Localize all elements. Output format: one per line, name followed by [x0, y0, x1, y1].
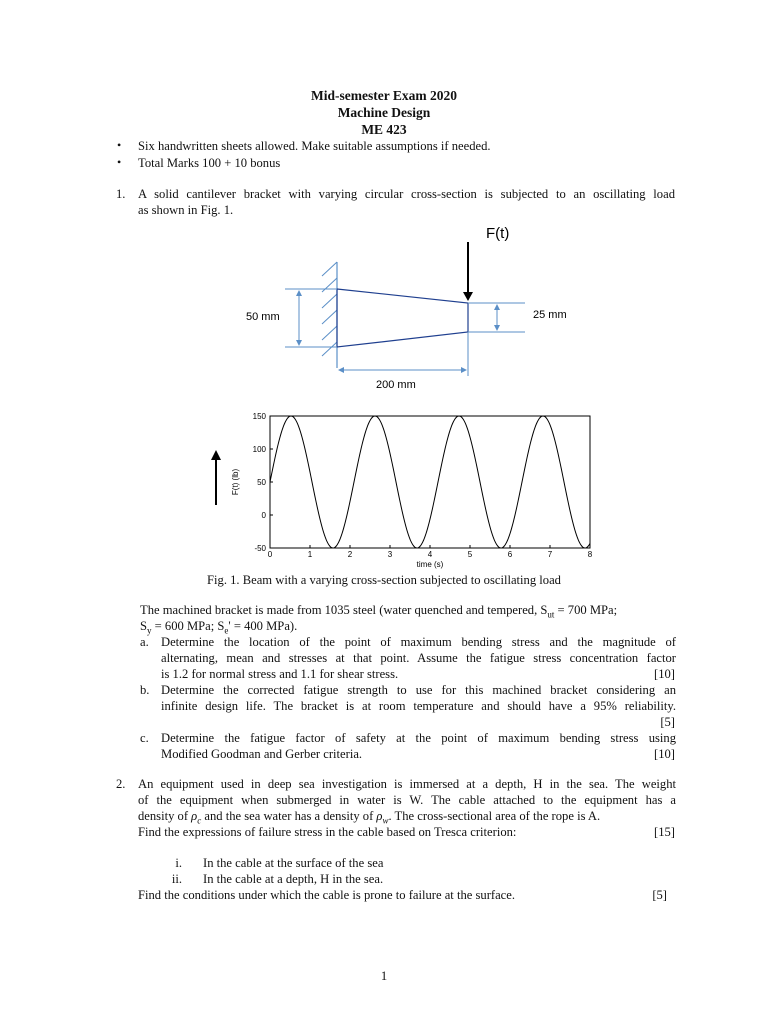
bullet-icon: •	[117, 138, 122, 152]
sy-subscript: y	[147, 625, 152, 636]
figure-caption: Fig. 1. Beam with a varying cross-section subjected to oscillating load	[207, 573, 561, 587]
exam-title: Mid-semester Exam 2020	[311, 88, 457, 103]
q2-number: 2.	[116, 777, 126, 791]
sy-symbol: S	[140, 619, 148, 633]
q2-line4-marks: [15]	[654, 825, 675, 839]
q2-line4: Find the expressions of failure stress in the cable based on Tresca criterion:	[138, 825, 517, 839]
rho-w-subscript: w	[382, 815, 389, 826]
length-dimension	[339, 332, 468, 376]
y-tick-label: 100	[252, 445, 266, 454]
part-a-label: a.	[140, 635, 149, 649]
force-curve	[270, 416, 590, 548]
part-a-line2: alternating, mean and stresses at that point. Assume the fatigue stress concentration factor	[161, 651, 676, 665]
length-dim-label: 200 mm	[376, 379, 416, 391]
q2-line3-b: and the sea water has a density of	[201, 809, 377, 823]
x-tick-label: 3	[387, 550, 393, 559]
material-text-2: = 600 MPa; S	[151, 619, 225, 633]
course-name: Machine Design	[337, 105, 431, 120]
force-arrowhead	[463, 292, 473, 301]
y-tick-label: 0	[261, 511, 266, 520]
se-subscript: e	[224, 625, 229, 636]
q1-line1: A solid cantilever bracket with varying circular cross-section is subjected to an oscillating load	[138, 187, 675, 201]
course-code: ME 423	[361, 122, 407, 137]
instruction-1: Six handwritten sheets allowed. Make suitable assumptions if needed.	[138, 139, 491, 153]
q2-line3-a: density of	[138, 809, 192, 823]
q2-line3-c: . The cross-sectional area of the rope is A.	[388, 809, 601, 823]
part-b-line2: infinite design life. The bracket is at room temperature and should have a 95% reliability.	[161, 699, 676, 713]
wall-hatch	[322, 262, 337, 356]
x-tick-label: 6	[507, 550, 513, 559]
sut-subscript: ut	[547, 609, 555, 620]
x-axis-label: time (s)	[416, 560, 444, 569]
bracket-diagram	[0, 0, 768, 400]
material-text-end: = 700 MPa;	[554, 603, 618, 617]
q2-line1: An equipment used in deep sea investigation is immersed at a depth, H in the sea. The weight	[138, 777, 676, 791]
right-dim-label: 25 mm	[533, 309, 567, 321]
force-label: F(t)	[486, 225, 510, 242]
instruction-2: Total Marks 100 + 10 bonus	[138, 156, 281, 170]
page-number: 1	[380, 969, 388, 983]
rho-symbol: ρ	[191, 809, 198, 823]
part-c-line2: Modified Goodman and Gerber criteria.	[161, 747, 363, 761]
x-tick-label: 8	[587, 550, 593, 559]
part-a-line1: Determine the location of the point of maximum bending stress and the magnitude of	[161, 635, 676, 649]
force-time-chart	[0, 400, 768, 575]
rho-symbol: ρ	[376, 809, 383, 823]
part-b-marks: [5]	[660, 715, 675, 729]
q2-line2: of the equipment when submerged in water is W. The cable attached to the equipment has a	[138, 793, 676, 807]
left-dimension	[285, 289, 337, 347]
q2-item-ii-label: ii.	[171, 872, 182, 886]
x-tick-label: 4	[427, 550, 433, 559]
part-a-line3: is 1.2 for normal stress and 1.1 for shear stress.	[161, 667, 399, 681]
x-tick-label: 0	[267, 550, 273, 559]
part-b-line1: Determine the corrected fatigue strength to use for this machined bracket considering an	[161, 683, 676, 697]
y-tick-label: 50	[257, 478, 266, 487]
part-c-marks: [10]	[654, 747, 675, 761]
q2-line5-marks: [5]	[652, 888, 667, 902]
x-tick-label: 2	[347, 550, 353, 559]
y-tick-label: -50	[254, 544, 266, 553]
part-c-label: c.	[140, 731, 149, 745]
part-a-marks: [10]	[654, 667, 675, 681]
bullet-icon: •	[117, 155, 122, 169]
x-tick-label: 5	[467, 550, 473, 559]
left-dim-label: 50 mm	[246, 311, 280, 323]
tapered-beam	[337, 289, 468, 347]
material-text-2-end: ' = 400 MPa).	[228, 619, 298, 633]
x-tick-label: 7	[547, 550, 553, 559]
load-direction-arrowhead	[211, 450, 221, 460]
q1-line2: as shown in Fig. 1.	[138, 203, 234, 217]
q2-line5: Find the conditions under which the cable is prone to failure at the surface.	[138, 888, 515, 902]
y-axis-label: F(t) (lb)	[231, 468, 240, 496]
q2-item-ii: In the cable at a depth, H in the sea.	[203, 872, 384, 886]
plot-frame	[270, 416, 590, 548]
x-tick-label: 1	[307, 550, 313, 559]
rho-c-subscript: c	[197, 815, 202, 826]
q2-item-i: In the cable at the surface of the sea	[203, 856, 384, 870]
q2-item-i-label: i.	[175, 856, 182, 870]
q1-number: 1.	[116, 187, 126, 201]
part-c-line1: Determine the fatigue factor of safety at the point of maximum bending stress using	[161, 731, 676, 745]
part-b-label: b.	[140, 683, 150, 697]
axis-ticks	[253, 412, 593, 559]
material-text: The machined bracket is made from 1035 steel (water quenched and tempered, S	[140, 603, 548, 617]
y-tick-label: 150	[252, 412, 266, 421]
